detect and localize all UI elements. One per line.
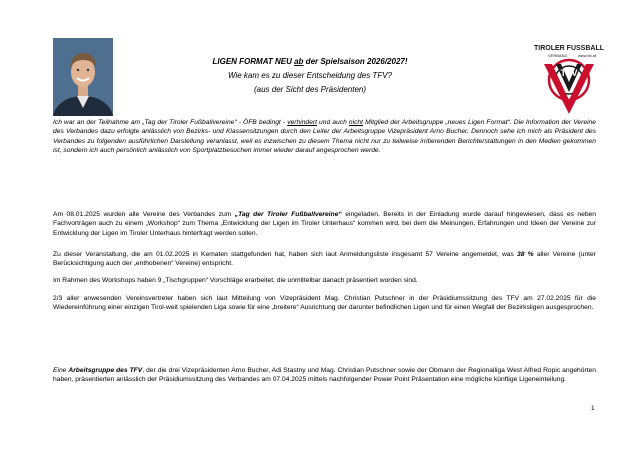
svg-text:TFV: TFV (560, 68, 578, 78)
intro-paragraph: Ich war an der Teilnahme am „Tag der Tiroler Fußballvereine“ - ÖFB bedingt - verhindert und auch nicht Mitglied der Arbeitsgruppe „neues Ligen Format“. Die Information der Vereine des Verbandes dazu erfolgte anlässlich von Bezirks- und Klassensitzungen durch den Leiter der Arbeitsgruppe Vizepräsident Arno Bucher. Dennoch sehe ich mich als Präsident des Verbandes zu folgenden ausführlichen Darstellung veranlasst, weil es inzwischen zu diesem Thema nicht nur zu teilweise irritierenden Berichterstattungen in den Medien gekommen ist, sondern ich auch persönlich anlässlich von Sportplatzbesuchen immer wieder darauf angesprochen werde. (53, 119, 596, 155)
paragraph-event-attendance: Zu dieser Veranstaltung, die am 01.02.2025 in Kematen stattgefunden hat, haben sich laut Anmeldungsliste insgesamt 57 Vereine angemeldet, was 38 % aller Vereine (unter Berücksichtigung auch der „enthobenen“ Vereine) entspricht. (53, 251, 596, 268)
paragraph-workshop-groups: Im Rahmen des Workshops haben 9 „Tischgruppen“ Vorschläge erarbeitet, die unmittelbar danach präsentiert worden sind. (53, 277, 418, 284)
tfv-logo (534, 42, 604, 116)
document-subtitle: Wie kam es zu dieser Entscheidung des TFV? (227, 71, 392, 80)
document-subnote: (aus der Sicht des Präsidenten) (253, 85, 367, 94)
svg-text:www.tfv.at: www.tfv.at (578, 53, 596, 58)
svg-text:TIROLER FUSSBALL: TIROLER FUSSBALL (534, 45, 604, 52)
page-number: 1 (591, 405, 595, 412)
document-header (150, 55, 470, 97)
paragraph-working-group: Eine Arbeitsgruppe des TFV, der die drei Vizepräsidenten Arno Bucher, Adi Stastny und Mag. Christian Putschner sowie der Obmann der Regionalliga West Alfred Ropic angehörten haben, präsentierten anlässlich der Präsidiumssitzung des Verbandes am 07.04.2025 mittels nachfolgender Power Point Präsentation eine mögliche künftige Ligeneinteilung. (53, 367, 596, 384)
paragraph-vote-result: 2/3 aller anwesenden Vereinsvertreter haben sich laut Mitteilung von Vizepräsident Mag. Christian Putschner in der Präsidiumssitzung des TFV am 27.02.2025 für die Wiedereinführung einer einzigen Tirol-weit spielenden Liga sowie für eine „breitere“ Ausrichtung der darunter befindlichen Ligen und für einen Wegfall der Bezirksligen ausgesprochen. (53, 295, 596, 312)
document-title: LIGEN FORMAT NEU ab der Spielsaison 2026/2027! (212, 57, 408, 66)
president-portrait-photo (53, 38, 113, 116)
svg-text:VERBAND: VERBAND (548, 53, 568, 58)
paragraph-workshop-invitation: Am 08.01.2025 wurden alle Vereine des Verbandes zum „Tag der Tiroler Fußballvereine“ eingeladen. Bereits in der Einladung wurde darauf hingewiesen, dass es neben Fachvorträgen auch zu einem „Workshop“ zum Thema „Entwicklung der Ligen im Tiroler Unterhaus“ kommen wird, bei dem die Meinungen, Erfahrungen und Ideen der Vereine zur Entwicklung der Ligen im Tiroler Unterhaus hinterfragt werden sollen. (53, 211, 596, 237)
